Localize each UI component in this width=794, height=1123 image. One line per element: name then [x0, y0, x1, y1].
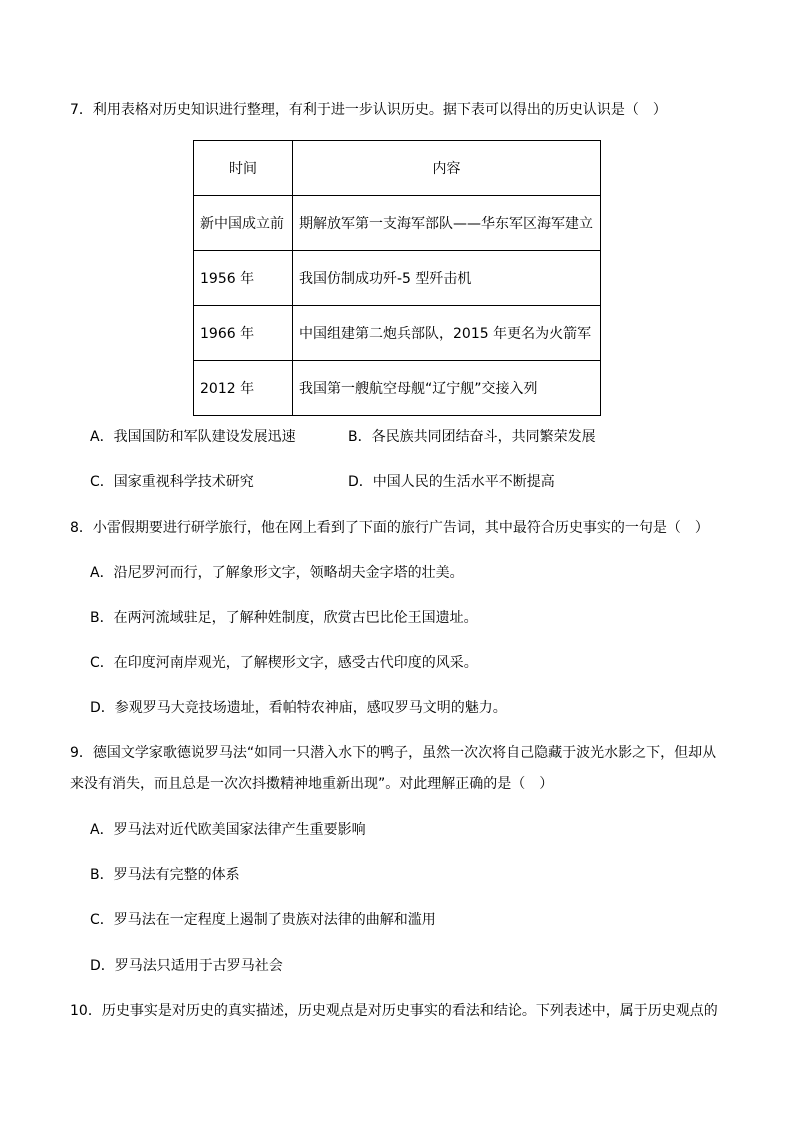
- question-7-stem: 7．利用表格对历史知识进行整理，有利于进一步认识历史。据下表可以得出的历史认识是（ ）: [70, 102, 667, 118]
- table-row: [194, 251, 601, 306]
- table-cell-time: 1956 年: [194, 251, 293, 306]
- q7-option-d: D．中国人民的生活水平不断提高: [348, 474, 555, 490]
- question-9-stem-line1: 9．德国文学家歌德说罗马法“如同一只潜入水下的鸭子，虽然一次次将自己隐藏于波光水影之下，但却从: [70, 745, 717, 761]
- table-cell-time: 新中国成立前: [194, 196, 293, 251]
- table-header-time: 时间: [194, 141, 293, 196]
- q7-option-b: B．各民族共同团结奋斗，共同繁荣发展: [348, 429, 596, 445]
- table-row: [194, 361, 601, 416]
- q9-option-d: D．罗马法只适用于古罗马社会: [90, 958, 283, 974]
- q9-option-a: A．罗马法对近代欧美国家法律产生重要影响: [90, 822, 366, 838]
- q9-option-c: C．罗马法在一定程度上遏制了贵族对法律的曲解和滥用: [90, 912, 436, 928]
- table-cell-content: 我国仿制成功歼-5 型歼击机: [293, 251, 601, 306]
- table-cell-content: 中国组建第二炮兵部队，2015 年更名为火箭军: [293, 306, 601, 361]
- table-row: [194, 196, 601, 251]
- table-cell-content: 期解放军第一支海军部队——华东军区海军建立: [293, 196, 601, 251]
- table-header-content: 内容: [293, 141, 601, 196]
- question-9-stem-line2: 来没有消失，而且总是一次次抖擞精神地重新出现”。对此理解正确的是（ ）: [70, 776, 554, 792]
- table-header-row: [194, 141, 601, 196]
- question-8-stem: 8．小雷假期要进行研学旅行，他在网上看到了下面的旅行广告词，其中最符合历史事实的一句是（ ）: [70, 520, 709, 536]
- q9-option-b: B．罗马法有完整的体系: [90, 867, 240, 883]
- table-row: [194, 306, 601, 361]
- q8-option-d: D．参观罗马大竞技场遗址，看帕特农神庙，感叹罗马文明的魅力。: [90, 700, 507, 716]
- history-table: [193, 140, 601, 416]
- q7-option-a: A．我国国防和军队建设发展迅速: [90, 429, 296, 445]
- table-cell-time: 1966 年: [194, 306, 293, 361]
- table-cell-content: 我国第一艘航空母舰“辽宁舰”交接入列: [293, 361, 601, 416]
- question-10-stem: 10．历史事实是对历史的真实描述，历史观点是对历史事实的看法和结论。下列表述中，属于历史观点的: [70, 1003, 718, 1019]
- table-cell-time: 2012 年: [194, 361, 293, 416]
- q8-option-c: C．在印度河南岸观光，了解楔形文字，感受古代印度的风采。: [90, 655, 478, 671]
- q7-option-c: C．国家重视科学技术研究: [90, 474, 254, 490]
- q8-option-b: B．在两河流域驻足，了解种姓制度，欣赏古巴比伦王国遗址。: [90, 610, 478, 626]
- q8-option-a: A．沿尼罗河而行，了解象形文字，领略胡夫金字塔的壮美。: [90, 565, 464, 581]
